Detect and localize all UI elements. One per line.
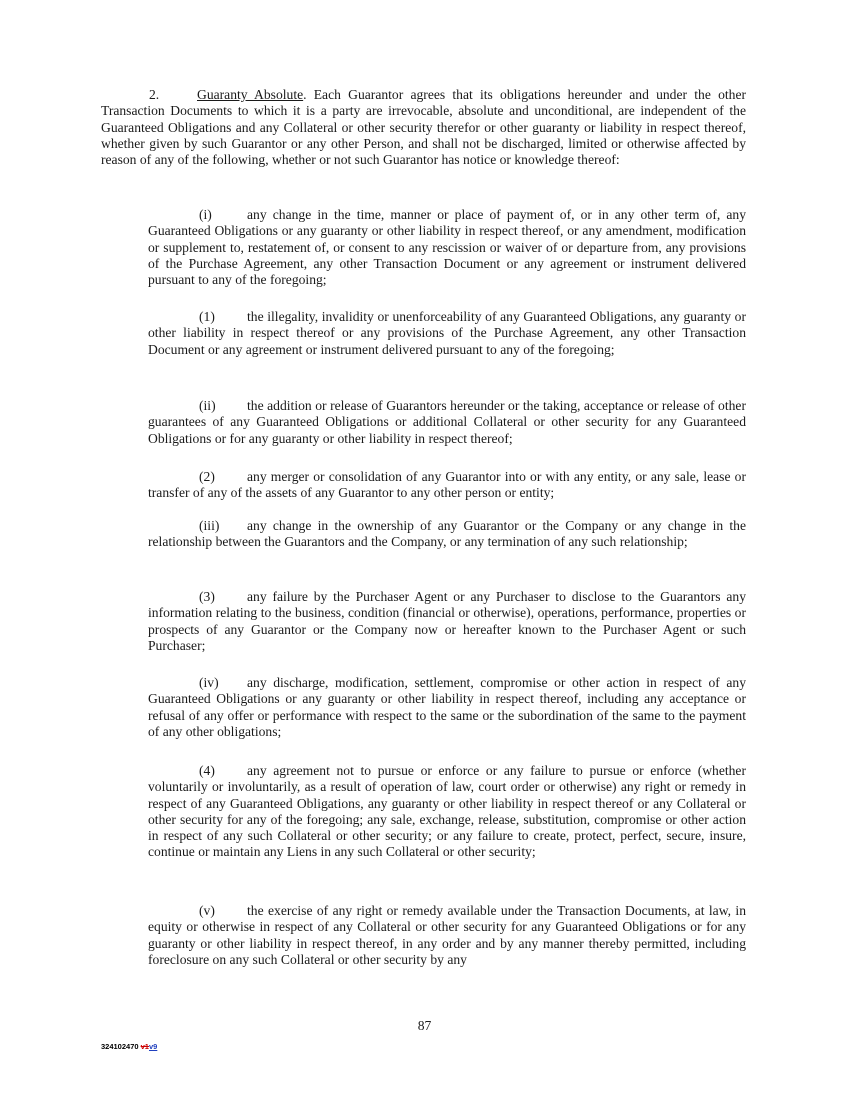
clause-label: (iii)	[199, 518, 220, 533]
clause-text: any failure by the Purchaser Agent or any Purchaser to disclose to the Guarantors any information relating to the business, condition (financial or otherwise), operations, performance, properties or prospects of any Guarantor or the Company now or hereafter known to the Purchaser Agent or such Purchaser;	[148, 589, 746, 653]
clause-iv	[148, 675, 746, 740]
doc-version-deleted: v1	[140, 1042, 149, 1051]
section-heading: Guaranty Absolute	[197, 87, 304, 102]
clause-text: the addition or release of Guarantors hereunder or the taking, acceptance or release of other guarantees of any Guaranteed Obligations or additional Collateral or other security for any Guaranteed Obligations or for any guaranty or other liability in respect thereof;	[148, 398, 746, 446]
clause-2	[148, 469, 746, 502]
clause-text: any merger or consolidation of any Guarantor into or with any entity, or any sale, lease or transfer of any of the assets of any Guarantor to any other person or entity;	[148, 469, 746, 501]
clause-label: (1)	[199, 309, 215, 324]
clause-text: any agreement not to pursue or enforce or any failure to pursue or enforce (whether voluntarily or involuntarily, as a result of operation of law, court order or otherwise) any right or remedy in respect of any Guaranteed Obligations, any guaranty or other liability in respect thereof or any Collateral or other security for any of the foregoing; any sale, exchange, release, substitution, compromise or other action in respect of any such Collateral or other security; or any failure to create, protect, perfect, secure, insure, continue or maintain any Liens in any such Collateral or other security;	[148, 763, 746, 860]
clause-label: (iv)	[199, 675, 219, 690]
clause-v	[148, 903, 746, 968]
clause-text: any discharge, modification, settlement, compromise or other action in respect of any Guaranteed Obligations or any guaranty or other liability in respect thereof, including any acceptance or refusal of any offer or performance with respect to the same or the subordination of the same to the payment of any other obligations;	[148, 675, 746, 739]
clause-label: (v)	[199, 903, 215, 918]
clause-text: any change in the time, manner or place of payment of, or in any other term of, any Guaranteed Obligations or any guaranty or other liability in respect thereof, or any amendment, modification or supplement to, restatement of, or consent to any rescission or waiver of or departure from, any provisions of the Purchase Agreement, any other Transaction Document or any agreement or instrument delivered pursuant to any of the foregoing;	[148, 207, 746, 288]
clause-i	[148, 207, 746, 288]
clause-text: the exercise of any right or remedy available under the Transaction Documents, at law, in equity or otherwise in respect of any Collateral or other security for any Guaranteed Obligations or for any guaranty or other liability in respect thereof, in any order and by any manner thereby permitted, including foreclosure on any such Collateral or other security by any	[148, 903, 746, 967]
clause-4	[148, 763, 746, 861]
clause-label: (3)	[199, 589, 215, 604]
clause-text: the illegality, invalidity or unenforceability of any Guaranteed Obligations, any guaranty or other liability in respect thereof or any provisions of the Purchase Agreement, any other Transaction Document or any agreement or instrument delivered pursuant to any of the foregoing;	[148, 309, 746, 357]
clause-3	[148, 589, 746, 654]
clause-label: (4)	[199, 763, 215, 778]
section-body: . Each Guarantor agrees that its obligations hereunder and under the other Transaction Documents to which it is a party are irrevocable, absolute and unconditional, are independent of the Guaranteed Obligations and any Collateral or other security therefor or other guaranty or liability in respect thereof, whether given by such Guarantor or any other Person, and shall not be discharged, limited or otherwise affected by reason of any of the following, whether or not such Guarantor has notice or knowledge thereof:	[101, 87, 747, 168]
doc-version-inserted: v9	[148, 1042, 158, 1051]
section-number: 2.	[149, 87, 160, 102]
clause-ii	[148, 398, 746, 447]
clause-label: (ii)	[199, 398, 216, 413]
page-number: 87	[417, 1018, 432, 1033]
clause-label: (2)	[199, 469, 215, 484]
clause-text: any change in the ownership of any Guarantor or the Company or any change in the relationship between the Guarantors and the Company, or any termination of any such relationship;	[148, 518, 746, 550]
doc-id-number: 324102470	[101, 1042, 139, 1051]
clause-iii	[148, 518, 746, 551]
section-2-guaranty-absolute	[101, 87, 746, 168]
clause-1	[148, 309, 746, 358]
document-id-footer	[101, 1042, 157, 1051]
clause-label: (i)	[199, 207, 212, 222]
